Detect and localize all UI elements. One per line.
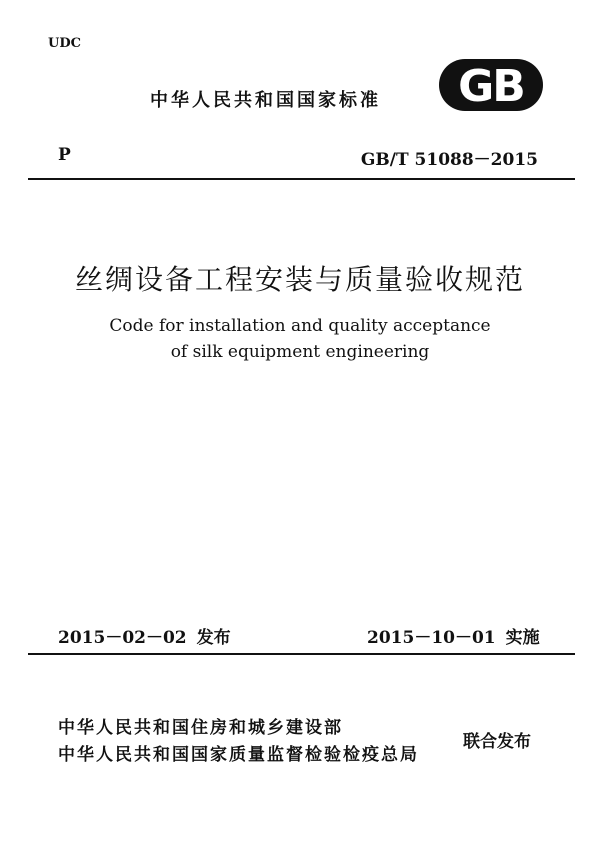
title-chinese: 丝绸设备工程安装与质量验收规范 (74, 263, 525, 296)
udc-label: UDC (48, 36, 81, 51)
title-english-line1: Code for installation and quality acceptance (109, 316, 491, 336)
standard-organization: 中华人民共和国国家标准 (150, 90, 381, 111)
gb-logo-text: GB (458, 61, 524, 112)
issuer-quality-administration: 中华人民共和国国家质量监督检验检疫总局 (58, 745, 419, 765)
header-divider (28, 178, 575, 180)
issue-label: 发布 (196, 628, 231, 648)
gb-logo (437, 55, 545, 115)
title-english (0, 313, 600, 365)
implement-date-block (367, 623, 540, 648)
title-english-line2: of silk equipment engineering (170, 342, 430, 362)
issue-date-block (58, 623, 231, 648)
standard-number: GB/T 51088－2015 (360, 150, 538, 170)
implement-date: 2015－10－01 (367, 628, 496, 648)
classification-code: P (58, 145, 71, 165)
issuer-ministry-housing: 中华人民共和国住房和城乡建设部 (58, 718, 343, 738)
issue-date: 2015－02－02 (58, 628, 187, 648)
footer-divider (28, 653, 575, 655)
joint-issue-label: 联合发布 (463, 732, 531, 752)
implement-label: 实施 (505, 628, 540, 648)
